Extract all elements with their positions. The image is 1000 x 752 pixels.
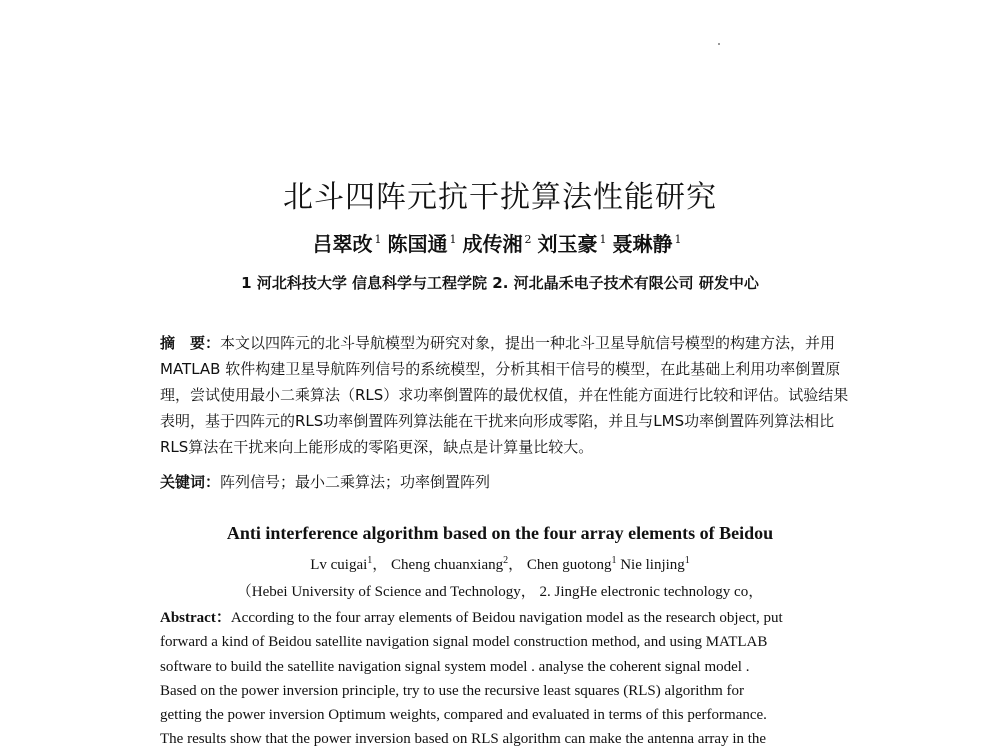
affiliation-mark: 2 — [524, 233, 532, 247]
affiliation-mark: 1 — [449, 233, 457, 247]
abstract-line: forward a kind of Beidou satellite navigation signal model construction method, and using MATLAB — [160, 634, 768, 651]
author-name: Lv cuigai — [310, 557, 368, 573]
english-abstract — [160, 606, 860, 752]
affiliation-mark: 1 — [599, 233, 607, 247]
author-name: 成传湘 — [462, 232, 523, 256]
keywords-label: 关键词： — [160, 473, 221, 491]
chinese-affiliation: 1 河北科技大学 信息科学与工程学院 2. 河北晶禾电子技术有限公司 研发中心 — [241, 274, 759, 292]
author-name: Cheng chuanxiang — [391, 557, 504, 573]
author-name: 陈国通 — [387, 232, 448, 256]
author-separator: ， — [372, 557, 388, 573]
abstract-line-text: According to the four array elements of Beidou navigation model as the research object, put — [230, 610, 783, 626]
author-name: 吕翠改 — [312, 232, 373, 256]
affiliation-mark: 1 — [684, 555, 690, 566]
english-authors — [0, 553, 1000, 574]
affiliation-mark: 1 — [674, 233, 682, 247]
abstract-label: Abstract： — [160, 610, 231, 626]
abstract-label: 摘 要： — [160, 334, 221, 352]
affiliation-mark: 1 — [367, 555, 373, 566]
chinese-abstract — [160, 330, 860, 460]
affiliation-mark: 2 — [503, 555, 509, 566]
abstract-text: 本文以四阵元的北斗导航模型为研究对象，提出一种北斗卫星导航信号模型的构建方法，并用MATLAB 软件构建卫星导航阵列信号的系统模型，分析其相干信号的模型，在此基础上利用功率倒置原理，尝试使用最小二乘算法（RLS）求功率倒置阵的最优权值，并在性能方面进行比较和评估。试验结果表明，基于四阵元的RLS功率倒置阵列算法能在干扰来向形成零陷，并且与LMS功率倒置阵列算法相比RLS算法在干扰来向上能形成的零陷更深，缺点是计算量比较大。 — [160, 334, 849, 456]
chinese-authors — [0, 228, 1000, 257]
affiliation-mark: 1 — [611, 555, 617, 566]
scan-speck — [718, 43, 720, 45]
author-name: Nie linjing — [620, 557, 685, 573]
abstract-line: getting the power inversion Optimum weights, compared and evaluated in terms of this performance. — [160, 707, 767, 724]
abstract-line: software to build the satellite navigation signal system model . analyse the coherent signal model . — [160, 658, 750, 675]
chinese-keywords — [160, 470, 860, 494]
affiliation-mark: 1 — [374, 233, 382, 247]
chinese-title: 北斗四阵元抗干扰算法性能研究 — [283, 180, 717, 215]
abstract-line — [160, 606, 860, 630]
author-separator: ， — [508, 557, 524, 573]
author-name: 刘玉豪 — [537, 232, 598, 256]
english-title: Anti interference algorithm based on the four array elements of Beidou — [226, 523, 774, 543]
abstract-line: Based on the power inversion principle, try to use the recursive least squares (RLS) algorithm for — [160, 682, 745, 699]
author-name: 聂琳静 — [612, 232, 673, 256]
author-name: Chen guotong — [526, 557, 612, 573]
abstract-line: The results show that the power inversion based on RLS algorithm can make the antenna array in the — [160, 731, 767, 748]
keywords-text: 阵列信号；最小二乘算法；功率倒置阵列 — [220, 473, 491, 491]
english-affiliation: （Hebei University of Science and Technology， 2. JingHe electronic technology co， — [236, 584, 764, 600]
